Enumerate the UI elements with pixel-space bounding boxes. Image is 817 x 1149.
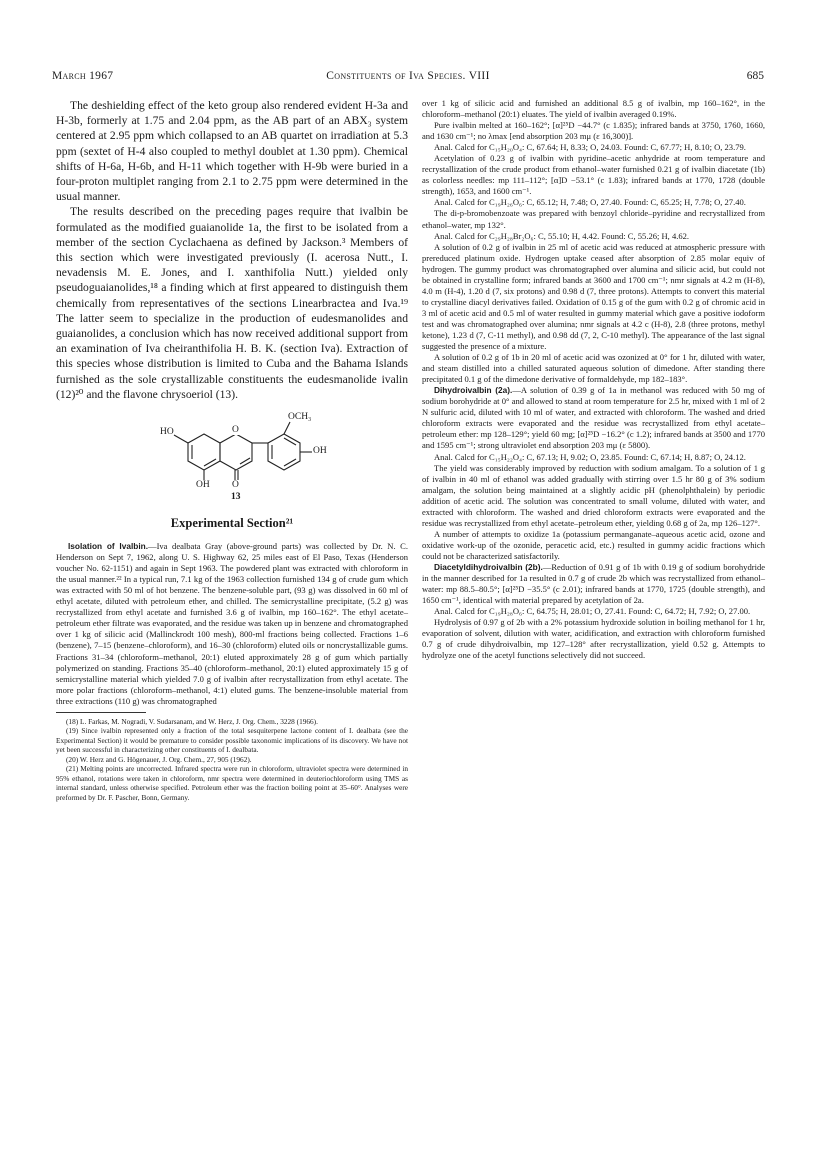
experimental-paragraph	[422, 98, 765, 120]
paragraph-text: —A solution of 0.39 g of 1a in methanol was reduced with 50 mg of sodium borohydride at 0° and allowed to stand at room temperature for 2.5 hr, mixed with 1 ml of 2 N sulfuric acid, diluted with 10 ml of water, and extracted with chloroform. The washed and dried chloroform extracts were evaporated and the residue was recrystallized from ethyl acetate–petroleum ether: mp 128–129°; yield 60 mg; [α]²⁵D −16.2° (c 1.2); infrared bands at 3500 and 1770 and 1595 cm⁻¹; strong ultraviolet end absorption 203 mμ (ε 5800).	[422, 385, 765, 451]
paragraph-text: A number of attempts to oxidize 1a (potassium permanganate–aqueous acetic acid, ozone and oxidative work-up of the ozonide, peracetic acid, etc.) resulted in gummy acidic fractions which could not be characterized satisfactorily.	[422, 528, 765, 561]
paragraph-text: Anal. Calcd for C₁₉H₂₈O₆: C, 64.75; H, 28.01; O, 27.41. Found: C, 64.72; H, 7.92; O, 27.00.	[434, 606, 751, 617]
label-ho: HO	[160, 427, 174, 438]
header-date: March 1967	[52, 70, 114, 82]
experimental-paragraph	[422, 208, 765, 230]
experimental-paragraph	[422, 242, 765, 352]
footnote-rule	[56, 712, 146, 713]
ring-b	[268, 434, 300, 470]
label-oh-right: OH	[313, 446, 327, 457]
paragraph-text: A solution of 0.2 g of 1b in 20 ml of acetic acid was ozonized at 0° for 1 hr, diluted with water, and steam distilled into a chilled saturated aqueous solution of dimedone. After standing there precipitated 0.1 g of the dimedone derivative of formaldehyde, mp 182–183°.	[422, 352, 765, 385]
ring-a	[188, 434, 220, 470]
body-paragraph: The results described on the preceding pages require that ivalbin be formulated as the modified guaianolide 1a, the first to be isolated from a member of the section Cyclachaena as defined by Jackson.³ Members of this section which were investigated previously (I. acerosa Nutt., I. nevadensis M. E. Jones, and I. xanthifolia Nutt.) yielded only pseudoguaianolides,¹⁸ a finding which at first appeared to distinguish them chemically from representatives of the sections Linearbractea and Iva.¹⁹ The latter seem to specialize in the production of eudesmanolides and guaianolides, a conclusion which has now received additional support from an examination of Iva cheiranthifolia H. B. K. (section Iva). Extraction of this species whose distribution is limited to Cuba and the Bahama Islands furnished as the sole crystallizable constituents the eudesmanolide ivalin (12)²⁰ and the flavone chrysoeriol (13).	[56, 205, 408, 401]
paragraph-text: Anal. Calcd for C₁₅H₂₀O₄: C, 67.64; H, 8.33; O, 24.03. Found: C, 67.77; H, 8.10; O, 23.79.	[434, 142, 746, 153]
run-in-heading: Dihydroivalbin (2a).	[434, 385, 513, 396]
body-paragraph: The deshielding effect of the keto group also rendered evident H-3a and H-3b, formerly at 1.75 and 2.04 ppm, as the AB part of an ABX₃ system centered at 2.95 ppm which collapsed to an AB quartet on irradiation at 5.3 ppm (sextet of H-4 also coupled to methyl doublet at 1.30 ppm). Chemical shifts of H-6a, H-6b, and H-11 which together with H-9b were buried in a four-proton multiplet ranging from 2.1 to 2.75 ppm were determined in the usual manner.	[56, 99, 408, 204]
experimental-paragraph	[422, 463, 765, 529]
paragraph-text: Anal. Calcd for C₁₉H₂₆O₆: C, 65.12; H, 7.48; O, 27.40. Found: C, 65.25; H, 7.78; O, 27.40.	[434, 197, 746, 208]
experimental-paragraph	[422, 142, 765, 153]
paragraph-text: —Reduction of 0.91 g of 1b with 0.19 g of sodium borohydride in the manner described for 1a resulted in 0.7 g of crude 2b which was recrystallized from ethanol–water: mp 88.5–80.5°; [α]²⁵D −35.5° (c 2.01); infrared bands at 1770, 1725 (double strength), and 1650 cm⁻¹, identical with material prepared by acetylation of 2a.	[422, 561, 766, 606]
experimental-paragraph	[422, 617, 765, 661]
paragraph-text: Anal. Calcd for C₂₉H₂₈Br₂O₆: C, 55.10; H, 4.42. Found: C, 55.26; H, 4.62.	[434, 230, 690, 241]
paragraph-text: Acetylation of 0.23 g of ivalbin with pyridine–acetic anhydride at room temperature and recrystallization of the crude product from ethanol–water furnished 0.21 g of ivalbin diacetate (1b) as colorless needles: mp 111–112°; [α]D −53.1° (c 1.83); infrared bands at 1770, 1728 (double strength), 1653, and 1600 cm⁻¹.	[422, 153, 765, 197]
experimental-paragraph	[422, 153, 765, 197]
paragraph-text: The di-p-bromobenzoate was prepared with benzoyl chloride–pyridine and recrystallized from ethanol–water, mp 132°.	[422, 208, 765, 230]
right-column	[422, 98, 765, 661]
paragraph-text: Anal. Calcd for C₁₅H₂₂O₄: C, 67.13; H, 9.02; O, 23.85. Found: C, 67.14; H, 8.87; O, 24.12.	[434, 451, 746, 462]
experimental-paragraph	[422, 197, 765, 208]
experimental-paragraph	[422, 120, 765, 142]
label-carbonyl-oxygen: O	[232, 480, 239, 491]
experimental-paragraph	[422, 606, 765, 617]
paragraph-text: The yield was considerably improved by reduction with sodium amalgam. To a solution of 1 g of ivalbin in 40 ml of ethanol was added gradually with stirring over 1.5 hr 80 g of 3% sodium amalgam, the solution being maintained at a slightly acidic pH (phenolphthalein) by periodic addition of acetic acid. The solution was concentrated to small volume, diluted with water, and extracted with chloroform. The washed and dried chloroform extracts were evaporated and the residue was recrystallized from ethyl acetate–petroleum ether, yielding 0.68 g of 2a, mp 126–127°.	[422, 462, 765, 528]
header-title: Constituents of Iva Species. VIII	[326, 70, 490, 82]
experimental-paragraph	[422, 452, 765, 463]
compound-number: 13	[231, 492, 241, 503]
experimental-paragraph	[422, 562, 765, 606]
experimental-paragraph	[422, 352, 765, 385]
paragraph-text: —Iva dealbata Gray (above-ground parts) was collected by Dr. N. C. Henderson on Sept 7, 1962, along U. S. Highway 62, 25 miles east of El Paso, Texas (Henderson voucher No. 62-1151) and again in Sept 1963. The powdered plant was extracted with chloroform in the usual manner.²² In a typical run, 7.1 kg of the 1963 collection furnished 134 g of crude gum which was extracted with 50 ml of hot benzene. The benzene-soluble part, (93 g) was dissolved in 60 ml of ethyl acetate, diluted with petroleum ether, and chilled. The semicrystalline precipitate, (5.2 g) was recrystallized from ethyl acetate and furnished 3.6 g of ivalbin, mp 160–162°. The ethyl acetate–petroleum ether filtrate was evaporated, and the residue was taken up in benzene and chromatographed over 1 kg of silicic acid (Mallinckrodt 100 mesh), 800-ml fractions being collected. Fractions 1–6 (benzene), 7–15 (benzene–chloroform), and 16–30 (chloroform) eluted oils or noncrystallizable gums. Fractions 31–34 (chloroform–methanol, 20:1) eluted approximately 28 g of gum which partially polymerized on standing. Fractions 35–40 (chloroform–methanol, 20:1) eluted approximately 15 g of semicrystalline material which yielded 7.0 g of ivalbin after recrystallization from ethyl acetate. The more polar fractions (chloroform–methanol, 4:1) eluted gums. The benzene-insoluble material from three extractions (110 g) was chromatographed	[56, 541, 409, 706]
footnote: (18) L. Farkas, M. Nogradi, V. Sudarsanam, and W. Herz, J. Org. Chem., 3228 (1966).	[66, 716, 318, 726]
page-number: 685	[746, 70, 764, 82]
label-och3: OCH₃	[288, 412, 312, 423]
paragraph-text: Pure ivalbin melted at 160–162°; [α]²⁵D −44.7° (c 1.835); infrared bands at 3750, 1760, 1660, and 1630 cm⁻¹; no λmax [end absorption 203 mμ (ε 16,300)].	[422, 120, 765, 142]
footnote: (19) Since ivalbin represented only a fraction of the total sesquiterpene lactone content of I. dealbata (see the Experimental Section) it would be premature to consider possible taxonomic implications of its discovery. We have not yet been successful in characterizing other constituents of I. dealbata.	[56, 726, 408, 755]
experimental-paragraph	[56, 541, 408, 707]
paragraph-text: A solution of 0.2 g of ivalbin in 25 ml of acetic acid was reduced at atmospheric pressure with prereduced platinum oxide. Hydrogen uptake ceased after absorption of 2.85 molar equiv of hydrogen. The gummy product was chromatographed over alumina and silicic acid, but could not be obtained in crystalline form; infrared bands at 3600 and 1700 cm⁻¹; nmr signals at 4.2 m (H-8), 4.0 m (H-4), 1.20 d (7, six protons) and 0.98 d (7, three protons). Attempts to convert this material to crystalline diacyl derivatives failed. Oxidation of 0.15 g of the gum with 0.2 g of chromic acid in 3 ml of acetic acid and 0.5 ml of water resulted in gummy material which gave a positive iodoform test and was chromatographed over alumina; nmr signals at 4.2 c (H-8), 2.8 (three protons, methyl ketone), 1.23 d (7, C-11 methyl), and 0.98 dd (7, 2, C-10 methyl). The appearance of the last signal suggested the presence of a mixture.	[422, 241, 765, 352]
paragraph-text: over 1 kg of silicic acid and furnished an additional 8.5 g of ivalbin, mp 160–162°, in the chloroform–methanol (20:1) eluates. The yield of ivalbin averaged 0.19%.	[422, 98, 765, 120]
experimental-paragraph	[422, 385, 765, 451]
experimental-paragraph	[422, 231, 765, 242]
left-column	[56, 98, 408, 802]
footnote: (20) W. Herz and G. Högenauer, J. Org. Chem., 27, 905 (1962).	[66, 754, 252, 764]
experimental-paragraph	[422, 529, 765, 562]
run-in-heading: Diacetyldihydroivalbin (2b).	[434, 561, 543, 572]
label-oh-bottom: OH	[196, 480, 210, 491]
paragraph-text: Hydrolysis of 0.97 g of 2b with a 2% potassium hydroxide solution in boiling methanol for 1 hr, evaporation of solvent, dilution with water, acidification, and extraction with chloroform furnished 0.7 g of crude dihydroivalbin, mp 127–128° after recrystallization, yield 0.52 g. Attempts to hydrolyze one of the acetyl functions selectively did not succeed.	[422, 617, 765, 661]
run-in-heading: Isolation of Ivalbin.	[68, 541, 149, 552]
label-ring-oxygen: O	[232, 425, 239, 436]
chrysoeriol-structure	[56, 406, 408, 504]
footnote: (21) Melting points are uncorrected. Infrared spectra were run in chloroform, ultraviolet spectra were determined in 95% ethanol, rotations were taken in chloroform, nmr spectra were determined in deuteriochloroform using TMS as internal standard, unless otherwise specified. Petroleum ether was the fraction boiling point at 35–60°. Analyses were preformed by Dr. F. Pascher, Bonn, Germany.	[56, 764, 408, 802]
section-title: Experimental Section²¹	[170, 516, 294, 531]
running-header	[52, 70, 764, 86]
ring-c	[220, 434, 252, 470]
